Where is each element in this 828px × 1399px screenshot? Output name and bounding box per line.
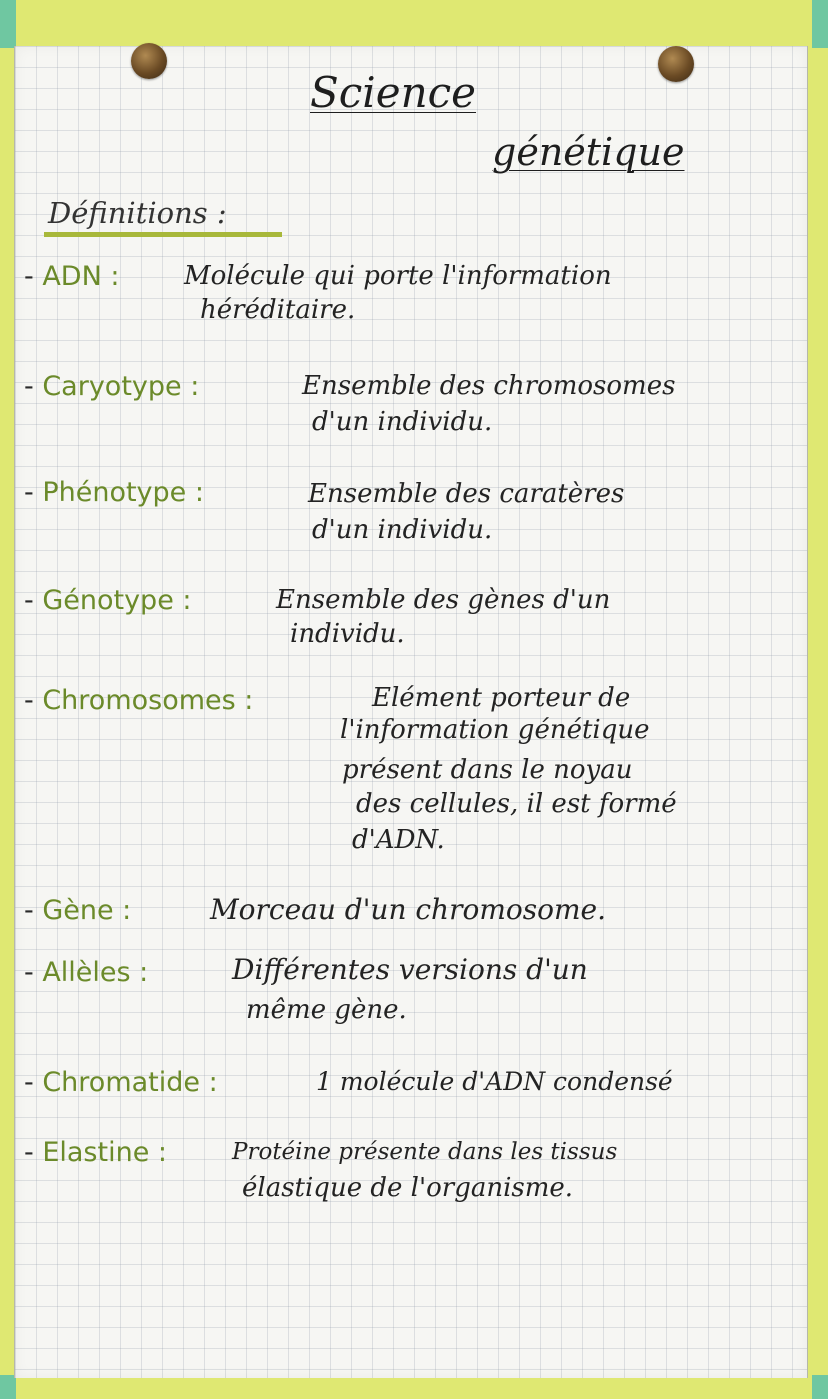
entry-definition-line: Ensemble des gènes d'un	[276, 585, 611, 615]
entry-definition-line: présent dans le noyau	[342, 755, 633, 785]
definition-entry-chromatide	[24, 1068, 218, 1098]
definition-entry-phenotype	[24, 478, 204, 508]
top-left-corner	[0, 0, 16, 48]
entry-definition-line: d'un individu.	[312, 407, 493, 437]
definition-entry-adn	[24, 262, 119, 292]
entry-term: Gène :	[42, 895, 132, 926]
entry-definition-line: individu.	[290, 619, 405, 649]
entry-definition-line: Ensemble des chromosomes	[302, 371, 676, 401]
entry-term: Allèles :	[42, 957, 149, 988]
binder-hole-left	[131, 43, 167, 79]
top-right-corner	[812, 0, 828, 48]
entry-term: Elastine :	[42, 1137, 167, 1168]
entry-definition-line: Différentes versions d'un	[232, 953, 588, 986]
definition-entry-caryotype	[24, 372, 199, 402]
entry-dash: -	[24, 685, 43, 716]
entry-definition-line: Elément porteur de	[372, 683, 631, 713]
entry-definition-line: élastique de l'organisme.	[242, 1173, 574, 1203]
entry-definition-line: Ensemble des caratères	[308, 479, 625, 509]
entry-dash: -	[24, 1067, 43, 1098]
page-title-line1: Science	[310, 68, 477, 117]
entry-dash: -	[24, 371, 43, 402]
entry-term: Caryotype :	[42, 371, 200, 402]
entry-term: Phénotype :	[42, 477, 204, 508]
entry-definition-line: même gène.	[246, 995, 407, 1025]
entry-definition-line: l'information génétique	[340, 715, 650, 745]
entry-term: Génotype :	[42, 585, 192, 616]
entry-dash: -	[24, 261, 43, 292]
bottom-left-corner	[0, 1375, 16, 1399]
definitions-heading: Définitions :	[48, 196, 227, 230]
entry-dash: -	[24, 1137, 43, 1168]
entry-dash: -	[24, 477, 43, 508]
binder-hole-right	[658, 46, 694, 82]
bottom-right-corner	[812, 1375, 828, 1399]
page-title-line2: génétique	[492, 130, 685, 174]
entry-definition-line: Molécule qui porte l'information	[184, 261, 612, 291]
definition-entry-alleles	[24, 958, 148, 988]
heading-highlight	[44, 232, 282, 237]
entry-term: Chromosomes :	[42, 685, 254, 716]
entry-definition-line: 1 molécule d'ADN condensé	[316, 1067, 673, 1096]
entry-definition-line: héréditaire.	[200, 295, 356, 325]
entry-term: Chromatide :	[42, 1067, 218, 1098]
entry-dash: -	[24, 895, 43, 926]
entry-definition-line: d'un individu.	[312, 515, 493, 545]
entry-definition-line: des cellules, il est formé	[356, 789, 677, 819]
entry-definition-line: Morceau d'un chromosome.	[210, 893, 606, 926]
definition-entry-genotype	[24, 586, 192, 616]
definition-entry-elastine	[24, 1138, 167, 1168]
definition-entry-gene	[24, 896, 131, 926]
entry-dash: -	[24, 957, 43, 988]
entry-dash: -	[24, 585, 43, 616]
entry-term: ADN :	[42, 261, 120, 292]
entry-definition-line: d'ADN.	[352, 825, 445, 855]
definition-entry-chromosomes	[24, 686, 253, 716]
entry-definition-line: Protéine présente dans les tissus	[232, 1139, 618, 1165]
